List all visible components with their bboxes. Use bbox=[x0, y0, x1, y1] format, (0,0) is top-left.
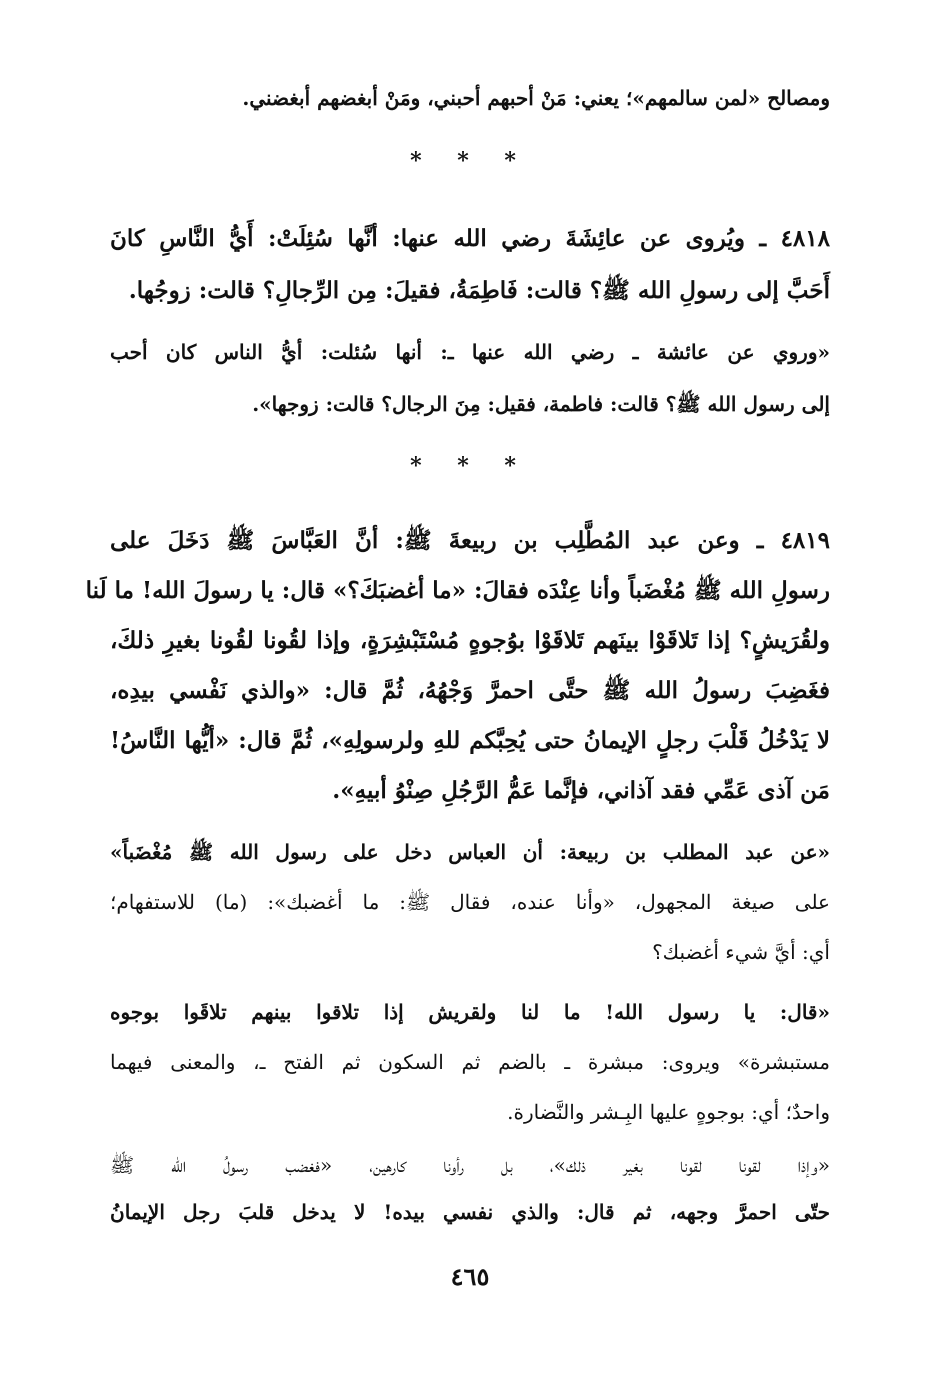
commentary-4819b-line-1: «قال: يا رسول الله! ما لنا ولقريش إذا تلاقوا بينهم تلاقَوا بوجوه bbox=[110, 1000, 830, 1024]
commentary-4819c-line-1: «وإذا لقونا لقونا بغير ذلك»، بل رأونا كارهين، «فغضب رسولُ الله ﷺ bbox=[110, 1153, 830, 1177]
commentary-4818-line-1: «وروي عن عائشة ـ رضي الله عنها ـ: أنها سُئلت: أيُّ الناس كان أحب bbox=[110, 340, 830, 364]
commentary-4819b-line-2: مستبشرة» ويروى: مبشرة ـ بالضم ثم السكون ثم الفتح ـ، والمعنى فيهما bbox=[110, 1050, 830, 1074]
hadith-4819-line-5: لا يَدْخُلُ قَلْبَ رجلٍ الإيمانُ حتى يُحِبَّكم للهِ ولرسولِهِ»، ثُمَّ قال: «أيُّها النَّاسُ! bbox=[110, 727, 830, 754]
commentary-4819a-line-2: على صيغة المجهول، «وأنا عنده، فقال ﷺ: ما أغضبك»: (ما) للاستفهام؛ bbox=[110, 890, 830, 914]
page-number: ٤٦٥ bbox=[450, 1262, 490, 1291]
book-page bbox=[85, 0, 830, 1376]
hadith-4818-line-1: ٤٨١٨ ـ ويُروى عن عائِشَةَ رضي الله عنها: أنَّها سُئِلَتْ: أَيُّ النَّاسِ كانَ bbox=[110, 225, 830, 252]
hadith-4819-line-4: فغَضِبَ رسولُ الله ﷺ حتَّى احمرَّ وَجْهُهُ، ثُمَّ قال: «والذي نَفْسي بيدِه، bbox=[110, 677, 830, 704]
section-separator: * * * bbox=[410, 453, 530, 479]
commentary-4818-line-2: إلى رسول الله ﷺ؟ قالت: فاطمة، فقيل: مِنَ الرجال؟ قالت: زوجها». bbox=[252, 392, 830, 416]
intro-line-1: ومصالح «لمن سالمهم»؛ يعني: مَنْ أحبهم أحبني، ومَنْ أبغضهم أبغضني. bbox=[242, 86, 830, 110]
hadith-4819-line-2: رسولِ الله ﷺ مُغْضَباً وأنا عِنْدَه فقالَ: «ما أغضبَكَ؟» قال: يا رسولَ الله! ما لَنا bbox=[85, 577, 830, 604]
hadith-4818-line-2: أَحَبَّ إلى رسولِ الله ﷺ؟ قالت: فَاطِمَةُ، فقيلَ: مِن الرِّجالِ؟ قالت: زوجُها. bbox=[128, 277, 830, 304]
commentary-4819a-line-3: أي: أيَّ شيء أغضبك؟ bbox=[652, 940, 830, 964]
hadith-4819-line-1: ٤٨١٩ ـ وعن عبد المُطَّلِب بن ربيعةَ ﷺ: أنَّ العَبَّاسَ ﷺ دَخَلَ على bbox=[110, 527, 830, 554]
commentary-4819b-line-3: واحدٌ؛ أي: بوجوهٍ عليها البِـشر والنَّضارة. bbox=[507, 1100, 830, 1124]
section-separator: * * * bbox=[410, 148, 530, 174]
hadith-4819-line-6: مَن آذى عَمِّي فقد آذاني، فإنَّما عَمُّ الرَّجُلِ صِنْوُ أبيهِ». bbox=[332, 777, 830, 804]
hadith-4819-line-3: ولقُرَيشٍ؟ إذا تَلاقَوْا بينَهم تَلاقَوْا بوُجوهٍ مُسْتَبْشِرَةٍ، وإذا لقُونا لقُونا بغيرِ ذلكَ، bbox=[110, 627, 830, 654]
commentary-4819a-line-1: «عن عبد المطلب بن ربيعة: أن العباس دخل على رسول الله ﷺ مُغْضَباً» bbox=[110, 840, 830, 864]
commentary-4819c-line-2: حتّى احمرَّ وجهه، ثم قال: والذي نفسي بيده! لا يدخل قلبَ رجل الإيمانُ bbox=[110, 1200, 830, 1224]
